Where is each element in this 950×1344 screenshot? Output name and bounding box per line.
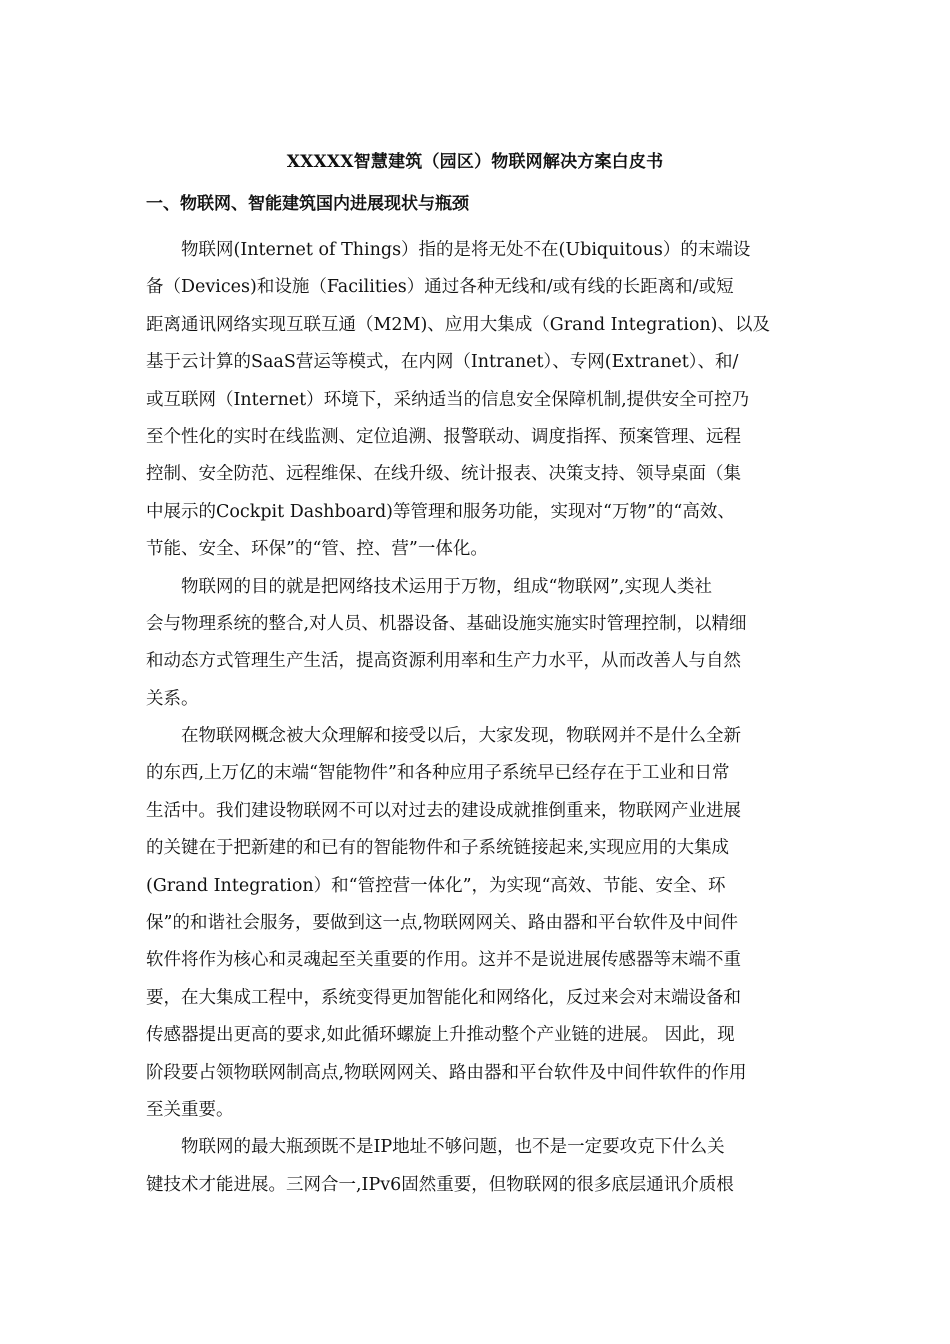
- paragraph-line: 键技术才能进展。三网合一,IPv6固然重要，但物联网的很多底层通讯介质根: [146, 1174, 734, 1195]
- paragraph-line: 传感器提出更高的要求,如此循环螺旋上升推动整个产业链的进展。 因此，现: [146, 1025, 735, 1046]
- paragraph-line: 的东西,上万亿的末端“智能物件”和各种应用子系统早已经存在于工业和日常: [146, 763, 730, 784]
- paragraph-line: 控制、安全防范、远程维保、在线升级、统计报表、决策支持、领导桌面（集: [146, 464, 741, 485]
- paragraph-line: 关系。: [146, 688, 199, 709]
- paragraph-line: 中展示的Cockpit Dashboard)等管理和服务功能，实现对“万物”的“高效、: [146, 501, 735, 522]
- paragraph-line: 要，在大集成工程中，系统变得更加智能化和网络化，反过来会对末端设备和: [146, 987, 741, 1008]
- paragraph-line: 物联网的目的就是把网络技术运用于万物，组成“物联网”,实现人类社: [181, 576, 712, 597]
- paragraph-line: 在物联网概念被大众理解和接受以后，大家发现，物联网并不是什么全新: [181, 726, 741, 747]
- document-title: XXXXX智慧建筑（园区）物联网解决方案白皮书: [286, 152, 664, 172]
- paragraph: [146, 569, 806, 719]
- paragraph-line: (Grand Integration）和“管控营一体化”，为实现“高效、节能、安全、环: [146, 875, 726, 896]
- section-heading: 一、物联网、智能建筑国内进展现状与瓶颈: [146, 194, 469, 214]
- paragraph-line: 生活中。我们建设物联网不可以对过去的建设成就推倒重来，物联网产业进展: [146, 800, 741, 821]
- paragraph-line: 软件将作为核心和灵魂起至关重要的作用。这并不是说进展传感器等末端不重: [146, 950, 741, 971]
- paragraph-line: 节能、安全、环保”的“管、控、营”一体化。: [146, 539, 488, 560]
- paragraph-line: 保”的和谐社会服务，要做到这一点,物联网网关、路由器和平台软件及中间件: [146, 913, 739, 934]
- paragraph: [146, 718, 806, 1129]
- paragraph-line: 至个性化的实时在线监测、定位追溯、报警联动、调度指挥、预案管理、远程: [146, 426, 741, 447]
- paragraph-line: 基于云计算的SaaS营运等模式，在内网（Intranet）、专网(Extranet）、和/: [146, 352, 739, 373]
- paragraph: [146, 232, 806, 569]
- paragraph-line: 物联网(Internet of Things）指的是将无处不在(Ubiquitous）的末端设: [181, 240, 751, 260]
- document-body: [146, 232, 806, 1204]
- paragraph-line: 物联网的最大瓶颈既不是IP地址不够问题，也不是一定要攻克下什么关: [181, 1137, 725, 1158]
- paragraph-line: 至关重要。: [146, 1099, 234, 1120]
- paragraph-line: 备（Devices)和设施（Facilities）通过各种无线和/或有线的长距离和/或短: [146, 277, 734, 298]
- paragraph-line: 和动态方式管理生产生活，提高资源利用率和生产力水平，从而改善人与自然: [146, 651, 741, 672]
- paragraph-line: 阶段要占领物联网制高点,物联网网关、路由器和平台软件及中间件软件的作用: [146, 1062, 747, 1083]
- paragraph-line: 会与物理系统的整合,对人员、机器设备、基础设施实施实时管理控制，以精细: [146, 613, 747, 634]
- paragraph-line: 或互联网（Internet）环境下，采纳适当的信息安全保障机制,提供安全可控乃: [146, 389, 750, 410]
- paragraph-line: 距离通讯网络实现互联互通（M2M)、应用大集成（Grand Integration)、以及: [146, 314, 770, 335]
- paragraph: [146, 1129, 806, 1204]
- paragraph-line: 的关键在于把新建的和已有的智能物件和子系统链接起来,实现应用的大集成: [146, 838, 730, 859]
